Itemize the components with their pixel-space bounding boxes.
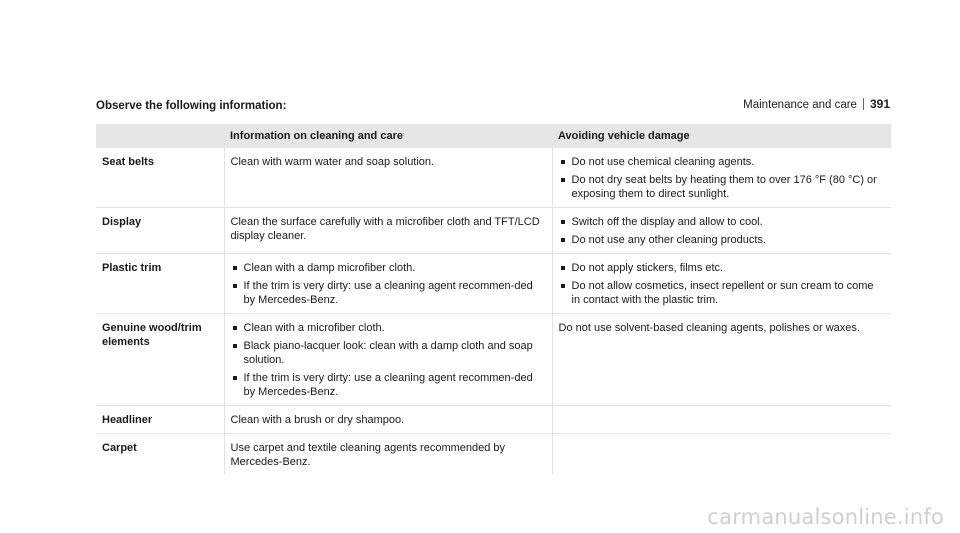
header-cell-care: Information on cleaning and care bbox=[224, 124, 552, 148]
avoid-cell bbox=[552, 434, 891, 476]
table-body bbox=[96, 148, 891, 475]
care-text: Clean with warm water and soap solution. bbox=[230, 156, 435, 168]
list-item: Do not dry seat belts by heating them to over 176 °F (80 °C) or exposing them to direct sunlight. bbox=[559, 173, 886, 201]
table-row bbox=[96, 434, 891, 476]
list-item: Do not apply stickers, films etc. bbox=[559, 261, 886, 275]
avoid-cell bbox=[552, 406, 891, 434]
avoid-list bbox=[559, 261, 886, 307]
list-item: Do not use any other cleaning products. bbox=[559, 233, 886, 247]
page-number: 391 bbox=[869, 97, 890, 111]
intro-text: Observe the following information: bbox=[96, 100, 287, 112]
row-label: Seat belts bbox=[96, 148, 224, 208]
row-label: Genuine wood/trim elements bbox=[96, 314, 224, 406]
table-row bbox=[96, 208, 891, 254]
list-item: Black piano-lacquer look: clean with a damp cloth and soap solution. bbox=[231, 339, 546, 367]
header-cell-blank bbox=[96, 124, 224, 148]
care-text: Use carpet and textile cleaning agents recommended by Mercedes-Benz. bbox=[230, 442, 506, 468]
table-row bbox=[96, 314, 891, 406]
care-cell bbox=[224, 148, 552, 208]
list-item: Switch off the display and allow to cool. bbox=[559, 215, 886, 229]
table-row bbox=[96, 148, 891, 208]
avoid-list bbox=[559, 155, 886, 201]
list-item: Do not use chemical cleaning agents. bbox=[559, 155, 886, 169]
list-item: Clean with a microfiber cloth. bbox=[231, 321, 546, 335]
avoid-text: Do not use solvent-based cleaning agents, polishes or waxes. bbox=[558, 322, 860, 334]
avoid-cell bbox=[552, 148, 891, 208]
table-header-row bbox=[96, 124, 891, 148]
list-item: If the trim is very dirty: use a cleaning agent recommen-ded by Mercedes-Benz. bbox=[231, 371, 546, 399]
watermark: carmanualsonline.info bbox=[707, 505, 944, 529]
table-row bbox=[96, 406, 891, 434]
care-cell bbox=[224, 434, 552, 476]
row-label: Plastic trim bbox=[96, 254, 224, 314]
care-cell bbox=[224, 314, 552, 406]
care-text: Clean with a brush or dry shampoo. bbox=[230, 414, 405, 426]
section-title: Maintenance and care bbox=[743, 99, 857, 111]
care-list bbox=[231, 321, 546, 399]
care-cell bbox=[224, 208, 552, 254]
avoid-cell bbox=[552, 254, 891, 314]
list-item: If the trim is very dirty: use a cleaning agent recommen-ded by Mercedes-Benz. bbox=[231, 279, 546, 307]
list-item: Do not allow cosmetics, insect repellent or sun cream to come in contact with the plastic trim. bbox=[559, 279, 886, 307]
row-label: Display bbox=[96, 208, 224, 254]
cleaning-care-table bbox=[96, 124, 891, 475]
page-header bbox=[743, 97, 890, 111]
row-label: Headliner bbox=[96, 406, 224, 434]
list-item: Clean with a damp microfiber cloth. bbox=[231, 261, 546, 275]
care-list bbox=[231, 261, 546, 307]
care-text: Clean the surface carefully with a microfiber cloth and TFT/LCD display cleaner. bbox=[230, 216, 540, 242]
avoid-cell bbox=[552, 208, 891, 254]
header-divider bbox=[863, 98, 864, 110]
table-row bbox=[96, 254, 891, 314]
avoid-list bbox=[559, 215, 886, 247]
care-cell bbox=[224, 406, 552, 434]
avoid-cell bbox=[552, 314, 891, 406]
row-label: Carpet bbox=[102, 442, 137, 454]
header-cell-avoid: Avoiding vehicle damage bbox=[552, 124, 891, 148]
care-cell bbox=[224, 254, 552, 314]
